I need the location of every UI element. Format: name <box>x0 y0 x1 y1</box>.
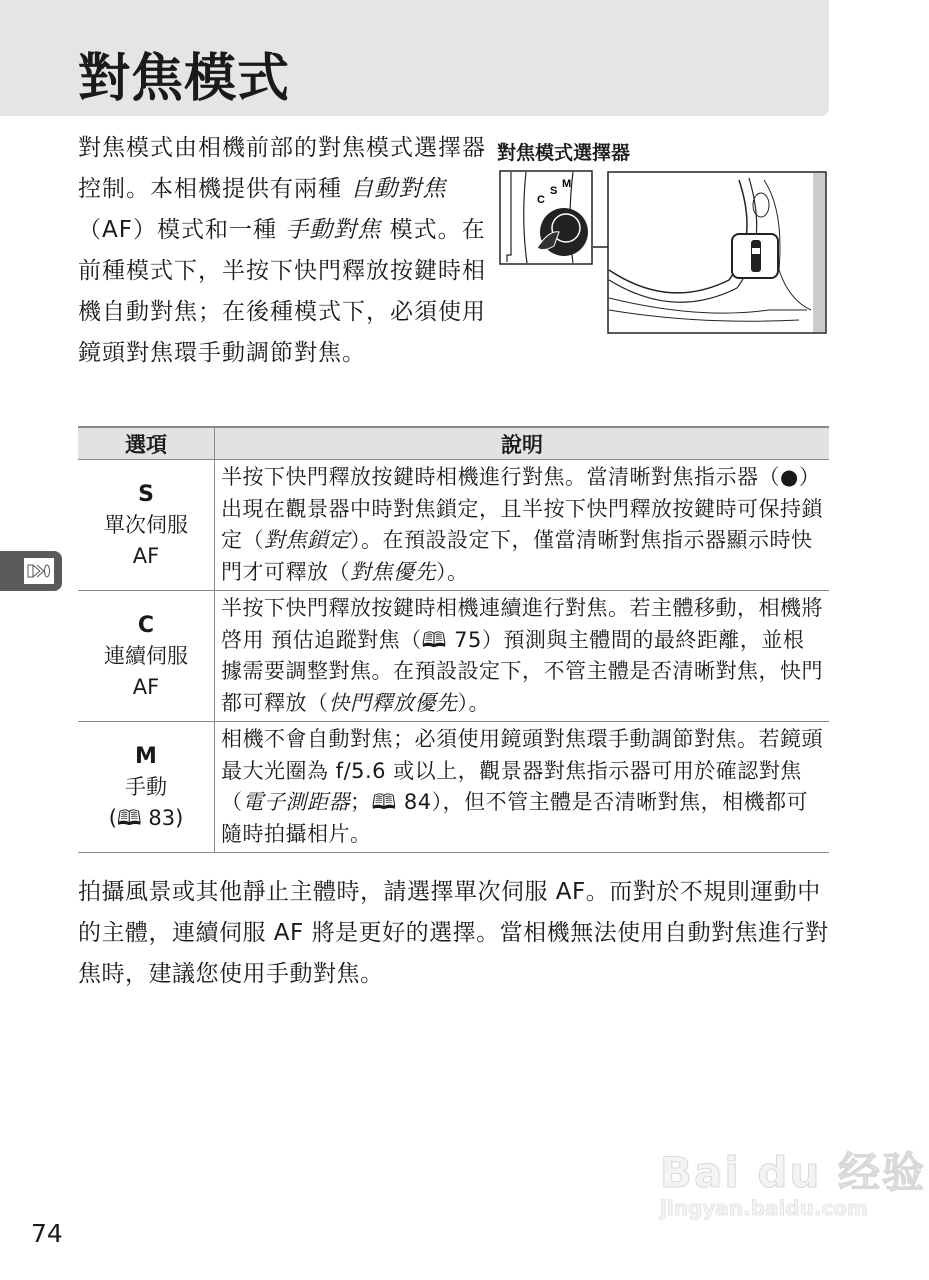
focus-mode-selector-illustration <box>499 170 827 335</box>
page-reference: (🕮 83) <box>108 805 184 830</box>
intro-seg-italic: 自動對焦 <box>350 176 447 202</box>
af-lens-icon <box>24 558 54 584</box>
intro-seg: 模式。在前種模式下，半按下快門釋放按鍵時相機自動對焦；在後種模式下，必須使用鏡頭對焦環手動調節對焦。 <box>78 217 486 366</box>
baidu-watermark <box>660 1140 926 1220</box>
desc-seg: 相機不會自動對焦；必須使用鏡頭對焦環手動調節對焦。若鏡頭最大光圈為 f/5.6 或以上，觀景器對焦指示器可用於確認對焦（ <box>221 727 823 814</box>
closing-paragraph: 拍攝風景或其他靜止主體時，請選擇單次伺服 AF。而對於不規則運動中的主體，連續伺服 AF 將是更好的選擇。當相機無法使用自動對焦進行對焦時，建議您使用手動對焦。 <box>78 879 829 987</box>
table-row <box>78 460 829 591</box>
mode-code: M <box>135 743 157 769</box>
option-cell <box>78 722 215 853</box>
mode-name-suffix: AF <box>132 674 160 699</box>
desc-seg: 半按下快門釋放按鍵時相機連續進行對焦。若主體移動，相機將啓用 預估追蹤對焦（🕮 75）預測與主體間的最終距離，並根據需要調整對焦。在預設設定下，不管主體是否清晰對焦，快門都可釋放（ <box>221 596 823 715</box>
page-number: 74 <box>31 1219 63 1248</box>
table-header-row <box>78 427 829 460</box>
description-cell <box>215 722 830 853</box>
mode-name: 單次伺服 <box>104 512 188 537</box>
desc-seg-italic: 對焦鎖定 <box>264 528 350 552</box>
table-row <box>78 722 829 853</box>
chapter-side-tab[interactable] <box>0 551 62 591</box>
table-row <box>78 591 829 722</box>
mode-name: 連續伺服 <box>104 643 188 668</box>
dial-label-s: S <box>550 185 558 197</box>
option-cell <box>78 591 215 722</box>
desc-seg-italic: 對焦優先 <box>350 559 436 584</box>
intro-seg: （AF）模式和一種 <box>78 217 286 243</box>
dial-label-m: M <box>562 178 572 190</box>
desc-seg-italic: 快門釋放優先 <box>328 690 458 715</box>
description-cell <box>215 591 830 722</box>
mode-name: 手動 <box>125 774 167 799</box>
mode-name-suffix: AF <box>132 543 160 568</box>
desc-seg-italic: 電子測距器 <box>242 790 350 814</box>
page-title: 對焦模式 <box>78 49 291 109</box>
intro-seg: 對焦模式由相機前部的對焦模式選擇器控制。本相機提供有兩種 <box>78 135 486 202</box>
desc-seg: 半按下快門釋放按鍵時相機進行對焦。當清晰對焦指示器（●）出現在觀景器中時對焦鎖定，且半按下快門釋放按鍵時可保持鎖定（ <box>221 465 823 552</box>
mode-code: S <box>138 481 154 507</box>
dial-label-c: C <box>537 194 545 206</box>
mode-code: C <box>137 612 155 638</box>
watermark-brand: Bai du 经验 <box>660 1148 926 1197</box>
intro-seg-italic: 手動對焦 <box>285 217 382 243</box>
desc-seg: ）。在預設設定下，僅當清晰對焦指示器顯示時快門才可釋放（ <box>221 528 813 584</box>
option-cell <box>78 460 215 591</box>
desc-seg: ；🕮 84），但不管主體是否清晰對焦，相機都可隨時拍攝相片。 <box>221 790 809 846</box>
figure-caption: 對焦模式選擇器 <box>497 142 631 164</box>
focus-mode-table <box>78 426 829 853</box>
watermark-url: jingyan.baidu.com <box>660 1196 868 1220</box>
column-header-option: 選項 <box>78 427 215 460</box>
column-header-description: 說明 <box>215 427 830 460</box>
desc-seg: ）。 <box>457 690 490 715</box>
intro-paragraph <box>78 128 488 374</box>
description-cell <box>215 460 830 591</box>
desc-seg: ）。 <box>436 559 469 584</box>
